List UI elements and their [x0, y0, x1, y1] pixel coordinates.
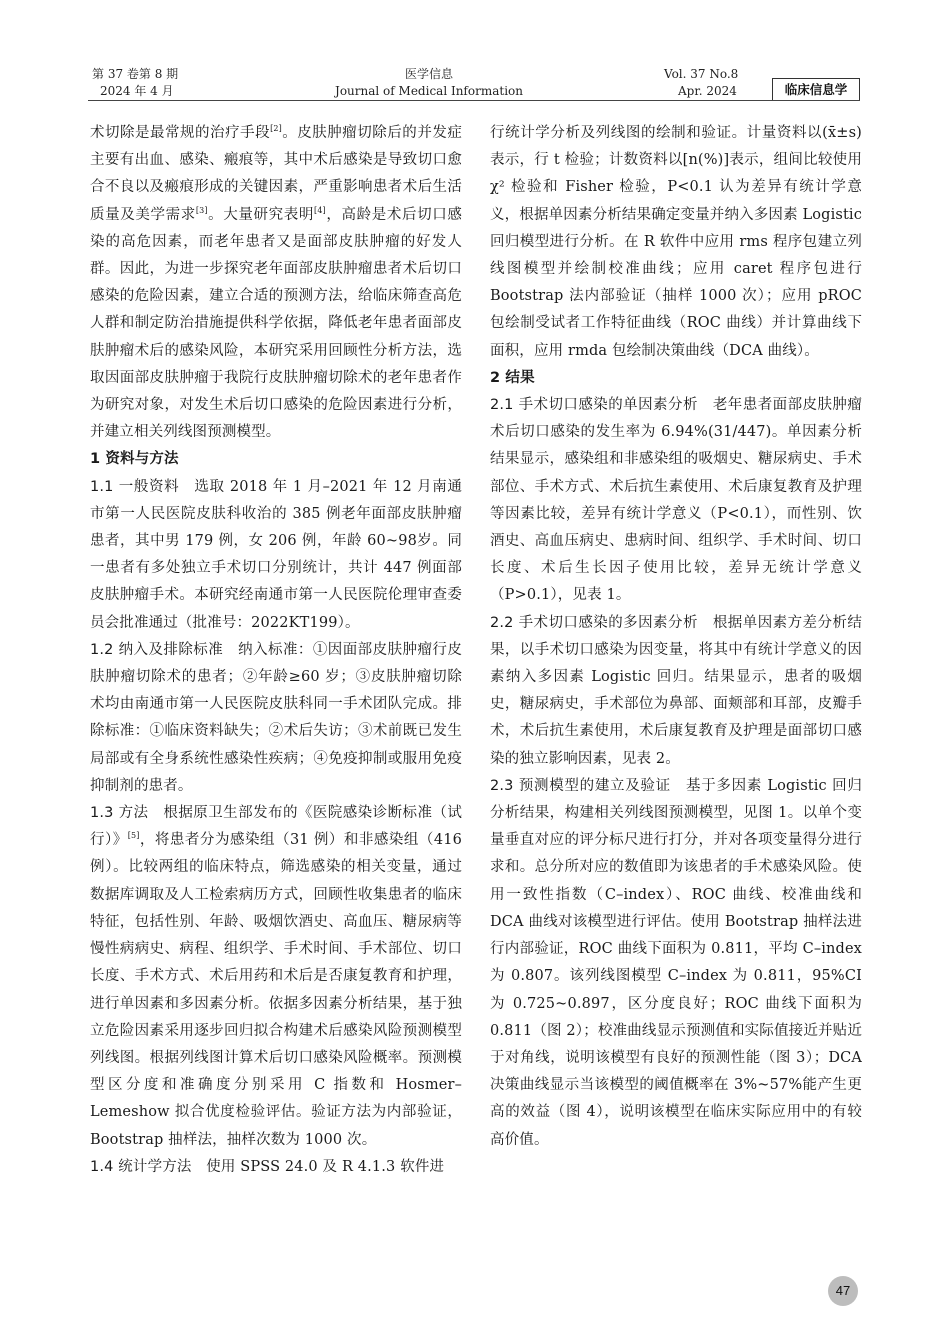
- intro-paragraph: [90, 120, 462, 446]
- section-1-4: [90, 1154, 462, 1181]
- subsection-text: 使用 SPSS 24.0 及 R 4.1.3 软件进: [206, 1158, 445, 1175]
- subsection-text: 根据单因素方差分析结果，以手术切口感染为因变量，将其中有统计学意义的因素纳入多因素 Logistic 回归。结果显示，患者的吸烟史，糖尿病史，手术部位为鼻部、面颊部和耳部，皮瓣手术，术后抗生素使用，术后康复教育及护理是面部切口感染的独立影响因素，见表 2。: [490, 614, 863, 767]
- header-volume-en: Vol. 37 No.8: [664, 67, 739, 81]
- column-tag: 临床信息学: [772, 78, 860, 101]
- subsection-text: ，将患者分为感染组（31 例）和非感染组（416 例）。比较两组的临床特点，筛选感染的相关变量，通过数据库调取及人工检索病历方式，回顾性收集患者的临床特征，包括性别、年龄、吸烟饮酒史、高血压、糖尿病等慢性病病史、病程、组织学、手术时间、手术部位、切口长度、手术方式、术后用药和术后是否康复教育和护理，进行单因素和多因素分析。依据多因素分析结果，基于独立危险因素采用逐步回归拟合构建术后感染风险预测模型列线图。根据列线图计算术后切口感染风险概率。预测模型区分度和准确度分别采用 C 指数和 Hosmer–Lemeshow 拟合优度检验评估。验证方法为内部验证，Bootstrap 抽样法，抽样次数为 1000 次。: [90, 832, 462, 1148]
- left-column: [90, 120, 462, 1181]
- intro-text: 。皮肤肿瘤切除后的并发症主要有出血、感染、瘢痕等，其中术后感染是导致切口愈合不良以及瘢痕形成的关键因素，严重影响患者术后生活质量及美学需求: [90, 125, 462, 223]
- section-2-3: [490, 773, 862, 1154]
- citation-ref: [2]: [270, 124, 282, 134]
- intro-text: ，高龄是术后切口感染的高危因素，而老年患者又是面部皮肤肿瘤的好发人群。因此，为进一步探究老年面部皮肤肿瘤患者术后切口感染的危险因素，建立合适的预测方法，给临床筛查高危人群和制定防治措施提供科学依据，降低老年患者面部皮肤肿瘤术后的感染风险，本研究采用回顾性分析方法，选取因面部皮肤肿瘤于我院行皮肤肿瘤切除术的老年患者作为研究对象，对发生术后切口感染的危险因素进行分析，并建立相关列线图预测模型。: [90, 206, 462, 441]
- header-rule: [88, 100, 860, 101]
- section-1-1: [90, 474, 462, 637]
- section-2-1: [490, 392, 862, 610]
- header-volume-issue: 第 37 卷第 8 期: [92, 67, 179, 81]
- section-heading-results: 2 结果: [490, 369, 535, 386]
- subsection-title: 2.3 预测模型的建立及验证: [490, 777, 671, 794]
- subsection-title: 2.2 手术切口感染的多因素分析: [490, 614, 698, 631]
- intro-text: 术切除是最常规的治疗手段: [90, 125, 271, 141]
- page-number: 47: [828, 1276, 858, 1306]
- stats-paragraph: 行统计学分析及列线图的绘制和验证。计量资料以(x̄±s)表示，行 t 检验；计数资料以[n(%)]表示，组间比较使用 χ² 检验和 Fisher 检验，P<0.1 认为差异有统计学意义，根据单因素分析结果确定变量并纳入多因素 Logistic 回归模型进行分析。在 R 软件中应用 rms 程序包建立列线图模型并绘制校准曲线；应用 caret 程序包进行 Bootstrap 法内部验证（抽样 1000 次）；应用 pROC 包绘制受试者工作特征曲线（ROC 曲线）并计算曲线下面积，应用 rmda 包绘制决策曲线（DCA 曲线）。: [490, 125, 862, 359]
- header-journal-cn: 医学信息: [404, 67, 453, 81]
- right-column: [490, 120, 862, 1154]
- header-date-cn: 2024 年 4 月: [100, 84, 174, 98]
- section-heading-methods: 1 资料与方法: [90, 451, 179, 468]
- section-1-2: [90, 637, 462, 800]
- header-date-en: Apr. 2024: [678, 84, 737, 98]
- subsection-title: 1.4 统计学方法: [90, 1158, 192, 1175]
- subsection-text: 老年患者面部皮肤肿瘤术后切口感染的发生率为 6.94%(31/447)。单因素分析结果显示，感染组和非感染组的吸烟史、糖尿病史、手术部位、手术方式、术后抗生素使用、术后康复教育及护理等因素比较，差异有统计学意义（P<0.1），而性别、饮酒史、高血压病史、患病时间、组织学、手术时间、切口长度、术后生长因子使用比较，差异无统计学意义（P>0.1），见表 1。: [490, 397, 863, 604]
- subsection-text: 选取 2018 年 1 月–2021 年 12 月南通市第一人民医院皮肤科收治的 385 例老年面部皮肤肿瘤患者，其中男 179 例，女 206 例，年龄 60~98岁。同一患者有多处独立手术切口分别统计，共计 447 例面部皮肤肿瘤手术。本研究经南通市第一人民医院伦理审查委员会批准通过（批准号：2022KT199）。: [90, 478, 462, 631]
- subsection-title: 2.1 手术切口感染的单因素分析: [490, 397, 698, 414]
- subsection-title: 1.1 一般资料: [90, 478, 180, 495]
- section-2-2: [490, 610, 862, 773]
- header-journal-en: Journal of Medical Information: [335, 84, 523, 98]
- section-1-3: [90, 800, 462, 1154]
- citation-ref: [4]: [314, 205, 326, 215]
- subsection-title: 1.3 方法: [90, 805, 149, 822]
- intro-text: 。大量研究表明: [207, 206, 315, 223]
- subsection-text: 根据原卫生部发布的《医院感染诊断标准（试行）》: [90, 805, 462, 849]
- citation-ref: [5]: [127, 831, 140, 841]
- subsection-text: 基于多因素 Logistic 回归分析结果，构建相关列线图预测模型，见图 1。以单个变量垂直对应的评分标尺进行打分，并对各项变量得分进行求和。总分所对应的数值即为该患者的手术感染风险。使用一致性指数（C–index）、ROC 曲线、校准曲线和 DCA 曲线对该模型进行评估。使用 Bootstrap 抽样法进行内部验证，ROC 曲线下面积为 0.811，平均 C–index 为 0.807。该列线图模型 C–index 为 0.811，95%CI 为 0.725~0.897，区分度良好；ROC 曲线下面积为 0.811（图 2）；校准曲线显示预测值和实际值接近并贴近于对角线，说明该模型有良好的预测性能（图 3）；DCA 决策曲线显示当该模型的阈值概率在 3%~57%能产生更高的效益（图 4），说明该模型在临床实际应用中的有较高价值。: [490, 777, 862, 1148]
- subsection-text: 纳入标准：①因面部皮肤肿瘤行皮肤肿瘤切除术的患者；②年龄≥60 岁；③皮肤肿瘤切除术均由南通市第一人民医院皮肤科同一手术团队完成。排除标准：①临床资料缺失；②术后失访；③术前既已发生局部或有全身系统性感染性疾病；④免疫抑制或服用免疫抑制剂的患者。: [90, 641, 462, 794]
- citation-ref: [3]: [195, 205, 208, 215]
- subsection-title: 1.2 纳入及排除标准: [90, 641, 224, 658]
